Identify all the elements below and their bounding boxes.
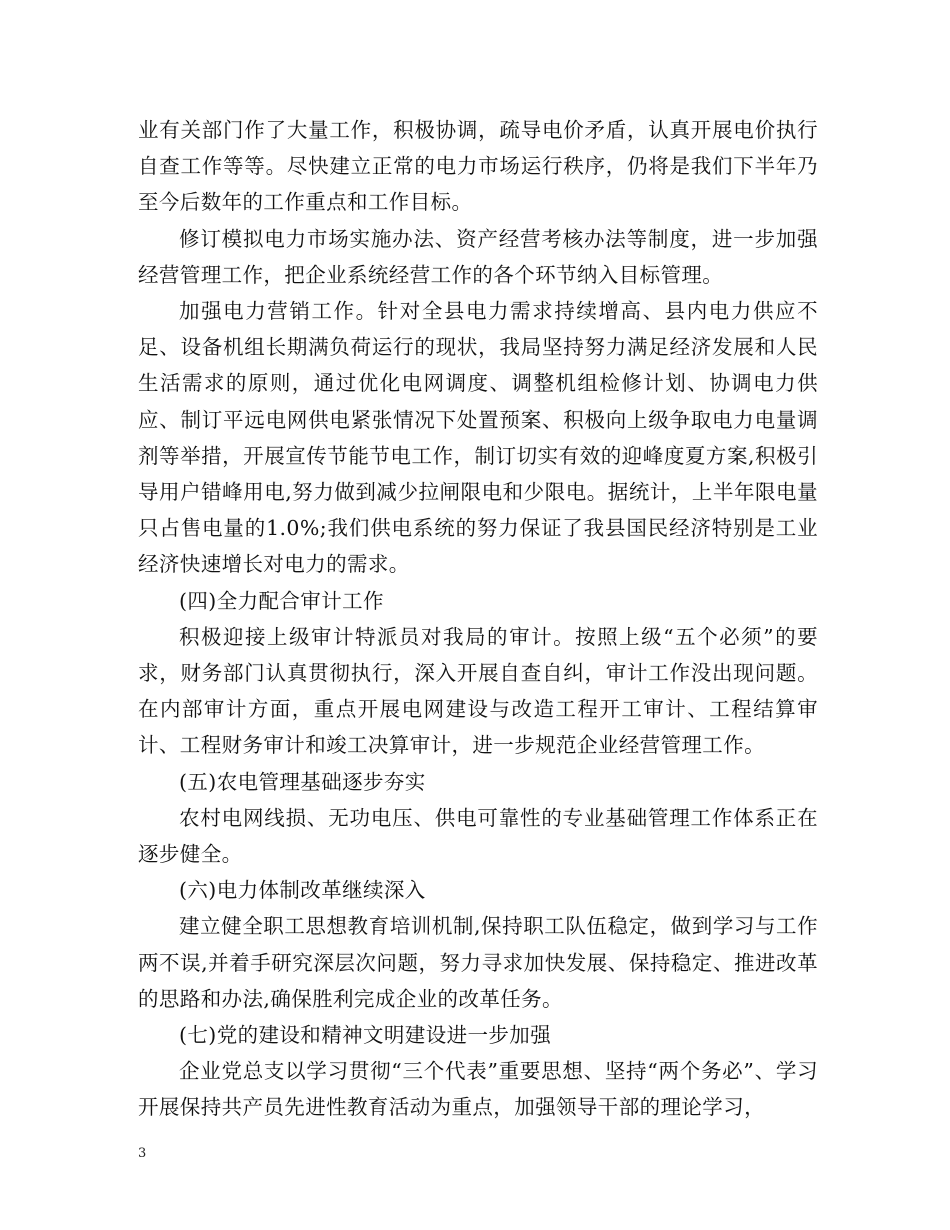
paragraph-rural-power: 农村电网线损、无功电压、供电可靠性的专业基础管理工作体系正在逐步健全。 [138, 805, 818, 867]
paragraph-power-marketing: 加强电力营销工作。针对全县电力需求持续增高、县内电力供应不足、设备机组长期满负荷运行的现状，我局坚持努力满足经济发展和人民生活需求的原则，通过优化电网调度、调整机组检修计划、协调电力供应、制订平远电网供电紧张情况下处置预案、积极向上级争取电力电量调剂等举措，开展宣传节能节电工作，制订切实有效的迎峰度夏方案,积极引导用户错峰用电,努力做到减少拉闸限电和少限电。据统计，上半年限电量只占售电量的1.0%;我们供电系统的努力保证了我县国民经济特别是工业经济快速增长对电力的需求。 [138, 299, 818, 577]
paragraph-simulated-market: 修订模拟电力市场实施办法、资产经营考核办法等制度，进一步加强经营管理工作，把企业系统经营工作的各个环节纳入目标管理。 [138, 226, 818, 287]
page-number: 3 [138, 1146, 147, 1161]
section-heading-rural-power: (五)农电管理基础逐步夯实 [179, 769, 426, 794]
paragraph-reform: 建立健全职工思想教育培训机制,保持职工队伍稳定，做到学习与工作两不误,并着手研究深层次问题，努力寻求加快发展、保持稳定、推进改革的思路和办法,确保胜利完成企业的改革任务。 [138, 914, 818, 1011]
paragraph-continuation: 业有关部门作了大量工作，积极协调，疏导电价矛盾，认真开展电价执行自查工作等等。尽快建立正常的电力市场运行秩序，仍将是我们下半年乃至今后数年的工作重点和工作目标。 [138, 118, 818, 215]
paragraph-party-building: 企业党总支以学习贯彻“三个代表”重要思想、坚持“两个务必”、学习开展保持共产员先进性教育活动为重点，加强领导干部的理论学习， [138, 1059, 818, 1120]
paragraph-audit: 积极迎接上级审计特派员对我局的审计。按照上级“五个必须”的要求，财务部门认真贯彻执行，深入开展自查自纠，审计工作没出现问题。在内部审计方面，重点开展电网建设与改造工程开工审计、工程结算审计、工程财务审计和竣工决算审计，进一步规范企业经营管理工作。 [138, 624, 818, 758]
section-heading-reform: (六)电力体制改革继续深入 [179, 878, 426, 903]
section-heading-party-building: (七)党的建设和精神文明建设进一步加强 [179, 1023, 552, 1048]
section-heading-audit: (四)全力配合审计工作 [179, 588, 384, 613]
document-body [138, 112, 818, 1126]
